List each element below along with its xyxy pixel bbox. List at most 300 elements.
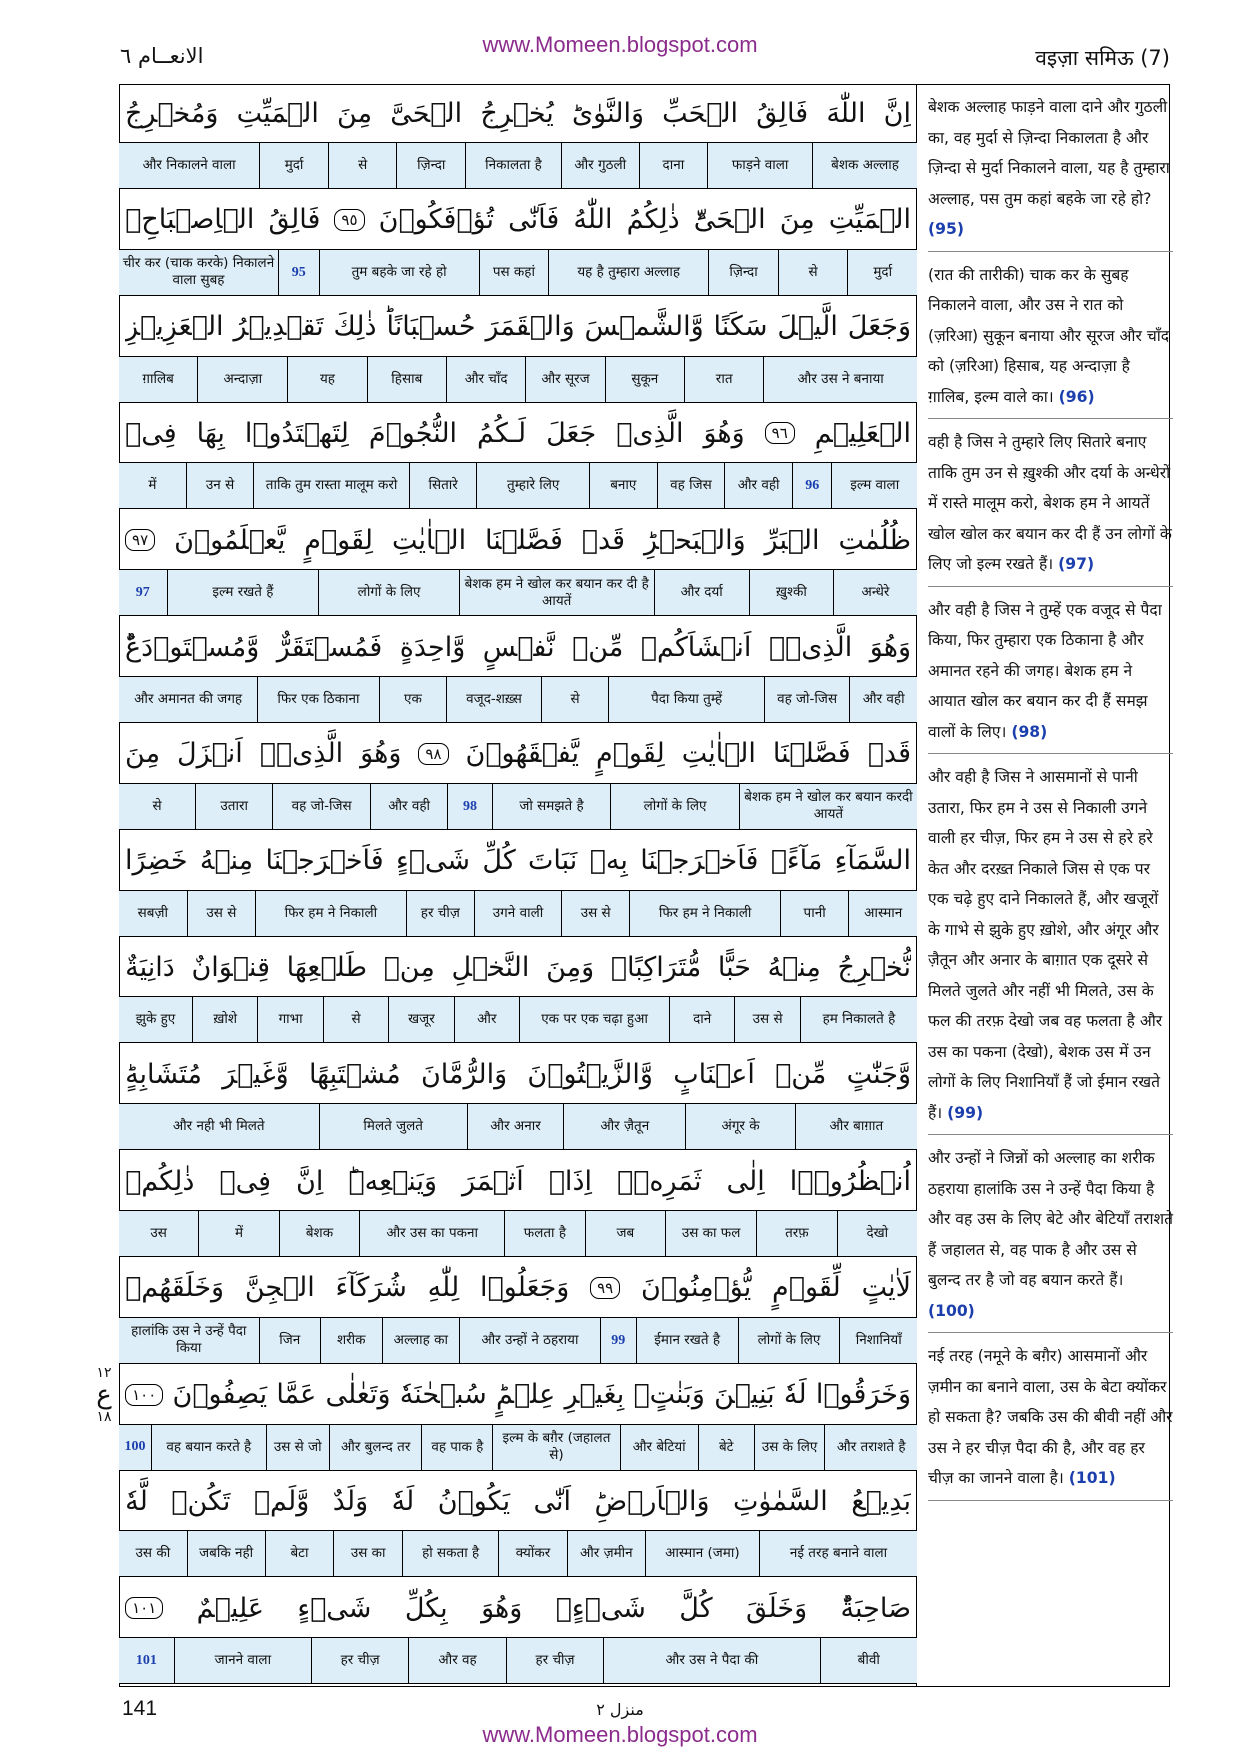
arabic-line xyxy=(125,1045,911,1103)
meaning-cell: और वही xyxy=(724,463,792,508)
translation-verse-number: (98) xyxy=(1011,722,1048,741)
arabic-word: وَبَنٰتٍۢ xyxy=(633,1379,705,1411)
arabic-word: يَّفۡقَهُوۡنَ xyxy=(465,738,579,770)
arabic-word: السَّمَآءِ xyxy=(834,845,911,877)
arabic-word: لِلّٰهِ xyxy=(427,1272,460,1304)
meaning-cell: वजूद-शख़्स xyxy=(446,677,541,722)
arabic-word: عَلِيۡمٌ xyxy=(196,1592,265,1624)
arabic-word: فَالِقُ xyxy=(756,97,809,129)
arabic-word: فِىۡ xyxy=(125,417,177,449)
arabic-line xyxy=(125,511,911,569)
arabic-line xyxy=(125,725,911,783)
meaning-cell: क्योंकर xyxy=(498,1531,567,1576)
meaning-cell: आस्मान (जमा) xyxy=(645,1531,759,1576)
meaning-cell: पस कहां xyxy=(479,250,549,295)
arabic-word: يَكُوۡنُ xyxy=(437,1485,511,1517)
arabic-word: اللّٰهَ xyxy=(826,97,866,129)
meaning-cell: और बुलन्द तर xyxy=(329,1425,422,1470)
meaning-cell: से xyxy=(778,250,848,295)
meaning-cell: से xyxy=(152,797,162,814)
meaning-cell: उस की xyxy=(135,1545,171,1562)
meaning-cell: गाभा xyxy=(257,997,322,1042)
meaning-cell: उस का फल xyxy=(665,1211,756,1256)
arabic-word: الۡعَزِيۡزِ xyxy=(125,311,224,343)
arabic-word: النُّجُوۡمَ xyxy=(368,417,458,449)
meaning-cell: बनाए xyxy=(589,463,657,508)
arabic-word: لَّهٗ xyxy=(125,1485,148,1517)
arabic-word: الۡمَيِّتِ xyxy=(828,204,911,236)
meaning-cell: हिसाब xyxy=(367,357,446,402)
meaning-cell: और xyxy=(454,997,519,1042)
meaning-cell: अंगूर के xyxy=(685,1104,794,1149)
ruku-sign: ع xyxy=(96,1380,112,1410)
meaning-cell: फलता है xyxy=(504,1211,584,1256)
arabic-word: فَاَنّٰى xyxy=(508,204,560,236)
arabic-word: جَعَلَ xyxy=(546,417,597,449)
verse-block xyxy=(119,1259,917,1366)
verse-block xyxy=(119,1152,917,1259)
juz-name: वइज़ा समिऊ (7) xyxy=(1035,46,1170,70)
arabic-word: فَالِقُ xyxy=(268,204,321,236)
arabic-word: وَالرُّمَّانَ xyxy=(420,1058,508,1090)
verse-number-cell: 96 xyxy=(792,463,831,508)
arabic-word: تَقۡدِيۡرُ xyxy=(233,311,324,343)
arabic-word: فَاَخۡرَجۡنَا xyxy=(640,845,759,877)
arabic-word: يَصِفُوۡنَ xyxy=(172,1379,268,1411)
meaning-cell: और सूरज xyxy=(525,357,604,402)
meaning-cell: जब xyxy=(585,1211,665,1256)
arabic-word: يَّعۡلَمُوۡنَ xyxy=(174,524,286,556)
arabic-line xyxy=(125,404,911,462)
arabic-word: الَّذِىۡۤ xyxy=(768,631,853,663)
translation-verse-number: (95) xyxy=(928,220,964,238)
meaning-cell: ज़िन्दा xyxy=(396,143,465,188)
arabic-word: وَهُوَ xyxy=(360,738,402,770)
meaning-cell: और गुठली xyxy=(561,143,639,188)
translation-verse-number: (101) xyxy=(1068,1469,1116,1487)
arabic-word: ثَمَرِهٖۤ xyxy=(616,1165,702,1197)
meaning-cell: और वह xyxy=(408,1638,505,1683)
meaning-cell: बेटा xyxy=(265,1531,334,1576)
meaning-cell: वह जो-जिस xyxy=(764,677,850,722)
meaning-cell: उस से जो xyxy=(266,1425,329,1470)
meaning-cell: झुके हुए xyxy=(135,1011,176,1028)
meaning-row xyxy=(119,676,917,723)
arabic-word: بِهٖ xyxy=(589,845,628,877)
meaning-cell: एक पर एक चढ़ा हुआ xyxy=(519,997,669,1042)
meaning-cell: उस के लिए xyxy=(754,1425,825,1470)
arabic-word: الۡعَلِيۡمِ xyxy=(814,417,911,449)
meaning-cell: हो सकता है xyxy=(402,1531,498,1576)
arabic-word: الۡاِصۡبَاحِۚ xyxy=(125,204,255,236)
meaning-cell: हम निकालते है xyxy=(800,997,917,1042)
translation-paragraph xyxy=(928,595,1173,755)
meaning-row xyxy=(119,462,917,509)
arabic-word: وَالنَّوٰىؕ xyxy=(571,97,644,129)
arabic-word: وَلَدٌ xyxy=(332,1485,369,1517)
arabic-word: مِّنۡ xyxy=(572,631,624,663)
arabic-line xyxy=(125,191,911,249)
meaning-cell: और उन्हों ने ठहराया xyxy=(459,1318,600,1363)
arabic-word: الۡاٰيٰتِ xyxy=(391,524,467,556)
meaning-cell: हालांकि उस ने उन्हें पैदा किया xyxy=(131,1323,247,1357)
meaning-cell: ज़िन्दा xyxy=(708,250,778,295)
arabic-word: قَدۡ xyxy=(867,738,911,770)
arabic-word: وَّمُسۡتَوۡدَعٌؕ xyxy=(125,631,260,663)
arabic-word: لَاٰيٰتٍ xyxy=(861,1272,911,1304)
arabic-word: مِنَ xyxy=(125,738,161,770)
meaning-cell: और ज़मीन xyxy=(567,1531,645,1576)
meaning-cell: और दर्या xyxy=(654,570,749,615)
arabic-word: نُّخۡرِجُ xyxy=(837,951,911,983)
verse-block xyxy=(119,1579,917,1686)
ruku-number-top: ١٢ xyxy=(96,1365,112,1381)
meaning-cell: ख़ुश्की xyxy=(749,570,833,615)
meaning-row xyxy=(119,569,917,616)
meaning-cell: सितारे xyxy=(409,463,477,508)
meaning-cell: दाने xyxy=(669,997,734,1042)
ayah-number-marker: ١٠١ xyxy=(125,1597,163,1619)
meaning-cell: दाना xyxy=(639,143,708,188)
meaning-row xyxy=(119,1103,917,1150)
ayah-number-marker: ٩٨ xyxy=(418,743,448,765)
meaning-cell: में xyxy=(198,1211,278,1256)
arabic-word: وَخَلَقَ xyxy=(745,1592,808,1624)
meaning-row xyxy=(119,996,917,1043)
meaning-row xyxy=(119,890,917,937)
arabic-word: اِلٰى xyxy=(726,1165,765,1197)
meaning-cell: खजूर xyxy=(388,997,453,1042)
arabic-word: وَتَعٰلٰى xyxy=(325,1379,391,1411)
arabic-word: مِّنۡ xyxy=(775,1058,827,1090)
meaning-cell: इल्म वाला xyxy=(831,463,917,508)
verse-block xyxy=(119,725,917,832)
meaning-cell: ग़ालिब xyxy=(142,370,174,387)
meaning-cell: रात xyxy=(684,357,763,402)
arabic-word: اِنَّ xyxy=(296,1165,324,1197)
meaning-cell: उस का xyxy=(333,1531,402,1576)
meaning-cell: बेशक अल्लाह xyxy=(812,143,917,188)
arabic-word: مِنَ xyxy=(779,204,815,236)
arabic-word: النَّخۡلِ xyxy=(451,951,530,983)
meaning-cell: और उस ने पैदा की xyxy=(603,1638,819,1683)
arabic-word: الۡحَىِّؕ xyxy=(693,204,766,236)
meaning-cell: इल्म के बग़ैर (जहालत से) xyxy=(492,1425,620,1470)
meaning-row xyxy=(119,1317,917,1364)
arabic-word: سُبۡحٰنَهٗ xyxy=(399,1379,487,1411)
translation-text: और वही है जिस ने आसमानों से पानी उतारा, फिर हम ने उस से निकाली उगने वाली हर चीज़, फिर हम ने उस से हरे हरे केत और दरख़्त निकाले जिस से एक पर एक चढ़े हुए दाने निकालते हैं, और खजूरों के गाभे से झुके हुए ख़ोशे, और अंगूर और ज़ैतून और अनार के बाग़ात एक दूसरे से मिलते जुलते और नहीं भी मिलते, उस के फल की तरफ़ देखो जब वह फलता है और उस का पकना (देखो), बेशक उस में उन लोगों के लिए निशानियाँ हैं जो ईमान रखते हैं। xyxy=(928,768,1163,1122)
arabic-word: حَبًّا xyxy=(717,951,751,983)
site-url-top: www.Momeen.blogspot.com xyxy=(482,32,758,57)
arabic-word: وَالۡاَرۡضِؕ xyxy=(594,1485,710,1517)
meaning-row xyxy=(119,249,917,296)
translation-verse-number: (96) xyxy=(1058,387,1095,406)
meaning-cell: निशानियाँ xyxy=(839,1318,917,1363)
meaning-cell: उन से xyxy=(186,463,254,508)
arabic-word: الَّيۡلَ xyxy=(777,311,838,343)
translation-paragraph xyxy=(928,427,1173,587)
meaning-cell: मुर्दा xyxy=(847,250,917,295)
verse-block xyxy=(119,618,917,725)
ayah-number-marker: ٩٩ xyxy=(590,1277,620,1299)
arabic-word: الَّذِىۡ xyxy=(616,417,684,449)
arabic-line xyxy=(125,1152,911,1210)
meaning-cell: तुम बहके जा रहे हो xyxy=(319,250,479,295)
arabic-word: فَاَخۡرَجۡنَا xyxy=(265,845,384,877)
meaning-cell: जबकि नही xyxy=(187,1531,265,1576)
arabic-word: شَىۡءٍ xyxy=(297,1592,372,1624)
ayah-number-marker: ٩٧ xyxy=(125,529,155,551)
verse-number-cell: 95 xyxy=(278,250,319,295)
arabic-word: وَالۡقَمَرَ xyxy=(485,311,575,343)
arabic-word: فَصَّلۡنَا xyxy=(772,738,851,770)
arabic-word: الۡجِنَّ xyxy=(244,1272,315,1304)
arabic-word: اِنَّ xyxy=(883,97,911,129)
arabic-word: وَخَرَقُوۡا xyxy=(815,1379,911,1411)
meaning-cell: और चाँद xyxy=(446,357,525,402)
arabic-word: نَّفۡسٍ xyxy=(482,631,555,663)
meaning-cell: मिलते जुलते xyxy=(319,1104,467,1149)
meaning-cell: और उस ने बनाया xyxy=(763,357,917,402)
arabic-word: ظُلُمٰتِ xyxy=(838,524,911,556)
arabic-word: قِنۡوَانٌ xyxy=(191,951,270,983)
arabic-word: فَمُسۡتَقَرٌّ xyxy=(276,631,383,663)
arabic-word: بِهَا xyxy=(196,417,225,449)
arabic-word: كُلِّ xyxy=(482,845,516,877)
arabic-word: وَهُوَ xyxy=(869,631,911,663)
arabic-word: اَثۡمَرَ xyxy=(462,1165,524,1197)
verse-block xyxy=(119,938,917,1045)
arabic-word: وَّغَيۡرَ xyxy=(222,1058,289,1090)
meaning-cell: फाड़ने वाला xyxy=(707,143,812,188)
meaning-row xyxy=(119,142,917,189)
arabic-word: وَجَعَلُوۡا xyxy=(479,1272,570,1304)
arabic-word: وَهُوَ xyxy=(481,1592,523,1624)
meaning-cell: उगने वाली xyxy=(474,891,561,936)
meaning-cell: बेशक हम ने खोल कर बयान करदी आयतें xyxy=(739,784,917,829)
meaning-cell: वह जिस xyxy=(657,463,725,508)
arabic-word: مِنۡهُ xyxy=(767,951,821,983)
arabic-word: مِنۡهُ xyxy=(199,845,254,877)
meaning-cell: उस से xyxy=(561,891,630,936)
meaning-cell: लोगों के लिए xyxy=(318,570,459,615)
translation-paragraph xyxy=(928,1143,1173,1333)
arabic-word: وَيَنۡعِهٖؕ xyxy=(348,1165,437,1197)
meaning-cell: अल्लाह का xyxy=(382,1318,460,1363)
arabic-word: لِقَوۡمٍ xyxy=(595,738,665,770)
verse-number-cell: 101 xyxy=(135,1652,157,1668)
arabic-word: وَخَلَقَهُمۡ xyxy=(125,1272,225,1304)
arabic-word: فِىۡ xyxy=(219,1165,272,1197)
arabic-word: صَاحِبَةٌؕ xyxy=(840,1592,911,1624)
arabic-word: اللّٰهُ xyxy=(573,204,613,236)
translation-paragraph xyxy=(928,1341,1173,1501)
meaning-cell: जो समझते है xyxy=(492,784,610,829)
meaning-cell: लोगों के लिए xyxy=(738,1318,840,1363)
meaning-cell: तुम्हारे लिए xyxy=(476,463,588,508)
meaning-cell: और तराशते है xyxy=(824,1425,917,1470)
verse-block xyxy=(119,191,917,298)
meaning-cell: और अमानत की जगह xyxy=(134,691,243,708)
arabic-word: وَّالشَّمۡسَ xyxy=(584,311,704,343)
arabic-word: نَبَاتَ xyxy=(528,845,578,877)
meaning-cell: हर चीज़ xyxy=(311,1638,408,1683)
meaning-cell: जिन xyxy=(259,1318,320,1363)
arabic-word: طَلۡعِهَا xyxy=(286,951,367,983)
arabic-word: مُتَشَابِهٍؕ xyxy=(125,1058,202,1090)
arabic-word: لَهٗ xyxy=(783,1379,807,1411)
arabic-line xyxy=(125,1366,911,1424)
word-by-word-table xyxy=(119,84,917,1687)
arabic-word: الۡبَرِّ xyxy=(764,524,820,556)
verse-block xyxy=(119,84,917,191)
arabic-word: اَنۡشَاَكُمۡ xyxy=(640,631,752,663)
arabic-word: اَنّٰى xyxy=(533,1485,572,1517)
meaning-cell: बेशक xyxy=(279,1211,359,1256)
ruku-number-bottom: ١٨ xyxy=(96,1409,112,1425)
verse-number-cell: 99 xyxy=(600,1318,636,1363)
arabic-line xyxy=(125,1472,911,1530)
verse-block xyxy=(119,511,917,618)
arabic-word: لِقَوۡمٍ xyxy=(304,524,374,556)
meaning-cell: सबज़ी xyxy=(137,904,168,921)
meaning-cell: लोगों के लिए xyxy=(610,784,739,829)
meaning-cell: उतारा xyxy=(195,784,272,829)
meaning-cell: हर चीज़ xyxy=(506,1638,603,1683)
meaning-cell: देखो xyxy=(837,1211,917,1256)
meaning-cell: से xyxy=(541,677,609,722)
meaning-cell: जानने वाला xyxy=(174,1638,311,1683)
meaning-cell: निकालता है xyxy=(465,143,561,188)
site-url-bottom: www.Momeen.blogspot.com xyxy=(482,1722,758,1747)
meaning-cell: एक xyxy=(379,677,447,722)
translation-paragraph xyxy=(928,92,1173,252)
arabic-line xyxy=(125,618,911,676)
meaning-row xyxy=(119,1424,917,1471)
arabic-word: حُسۡبَانًاؕ xyxy=(386,311,476,343)
arabic-word: لَهٗ xyxy=(391,1485,415,1517)
arabic-word: وَجَعَلَ xyxy=(847,311,911,343)
meaning-cell: अन्धेरे xyxy=(833,570,917,615)
meaning-cell: बेशक हम ने खोल कर बयान कर दी है आयतें xyxy=(459,570,654,615)
verse-number-cell: 100 xyxy=(124,1439,146,1455)
translation-text: और वही है जिस ने तुम्हें एक वजूद से पैदा किया, फिर तुम्हारा एक ठिकाना है और अमानत रहने की जगह। बेशक हम ने आयात खोल कर बयान कर दी हैं समझ वालों के लिए। xyxy=(928,600,1162,741)
meaning-cell: से xyxy=(328,143,397,188)
manzil-label: منزل ٢ xyxy=(596,1700,644,1719)
meaning-cell: और उस का पकना xyxy=(359,1211,504,1256)
meaning-cell: फिर हम ने निकाली xyxy=(629,891,779,936)
meaning-cell: उस से xyxy=(187,891,256,936)
meaning-cell: इल्म रखते हैं xyxy=(167,570,319,615)
arabic-word: لِتَهۡتَدُوۡا xyxy=(244,417,349,449)
verse-block xyxy=(119,1472,917,1579)
arabic-word: لَـكُمُ xyxy=(477,417,527,449)
translation-text: बेशक अल्लाह फाड़ने वाला दाने और गुठली का, वह मुर्दा से ज़िन्दा निकालता है और ज़िन्दा से मुर्दा निकालने वाला, यह है तुम्हारा अल्लाह, पस तुम कहां बहके जा रहे हो? xyxy=(928,98,1170,208)
translation-text: वही है जिस ने तुम्हारे लिए सितारे बनाए ताकि तुम उन से ख़ुश्की और दर्या के अन्धेरों में रास्ते मालूम करो, बेशक हम ने आयतें खोल खोल कर बयान कर दी हैं उन लोगों के लिए जो इल्म रखते हैं। xyxy=(928,433,1172,573)
meaning-cell: सुकून xyxy=(605,357,684,402)
verse-block xyxy=(119,404,917,511)
meaning-cell: और निकालने वाला xyxy=(142,157,236,174)
arabic-word: تُؤۡفَكُوۡنَ xyxy=(378,204,495,236)
arabic-word: مُشۡتَبِهًا xyxy=(308,1058,401,1090)
verse-block xyxy=(119,1366,917,1473)
verse-block xyxy=(119,832,917,939)
arabic-word: مُّتَرَاكِبًاۚ xyxy=(610,951,702,983)
meaning-cell: ईमान रखते है xyxy=(636,1318,738,1363)
arabic-word: يُّؤۡمِنُوۡنَ xyxy=(641,1272,752,1304)
meaning-cell: पानी xyxy=(780,891,849,936)
arabic-word: ذٰلِكُمُ xyxy=(626,204,680,236)
arabic-line xyxy=(125,298,911,356)
arabic-word: مِنۡ xyxy=(383,951,435,983)
meaning-cell: फिर एक ठिकाना xyxy=(257,677,378,722)
arabic-word: بِغَيۡرِ xyxy=(564,1379,625,1411)
arabic-word: اِذَاۤ xyxy=(548,1165,592,1197)
ayah-number-marker: ٩٥ xyxy=(334,209,364,231)
arabic-line xyxy=(125,1579,911,1637)
meaning-cell: नई तरह बनाने वाला xyxy=(759,1531,917,1576)
translation-text: नई तरह (नमूने के बग़ैर) आसमानों और ज़मीन का बनाने वाला, उस के बेटा क्योंकर हो सकता है? जबकि उस की बीवी नहीं और उस ने हर चीज़ पैदा की है, और वह हर चीज़ का जानने वाला है। xyxy=(928,1347,1173,1487)
verse-block xyxy=(119,298,917,405)
arabic-word: وَّاحِدَةٍ xyxy=(399,631,466,663)
meaning-row xyxy=(119,1210,917,1257)
meaning-cell: और ज़ैतून xyxy=(563,1104,685,1149)
meaning-cell: बीवी xyxy=(820,1638,917,1683)
arabic-word: بَنِيۡنَ xyxy=(714,1379,775,1411)
meaning-cell: ख़ोशे xyxy=(192,997,257,1042)
arabic-word: وَّلَمۡ xyxy=(253,1485,310,1517)
arabic-word: وَمُخۡرِجُ xyxy=(125,97,219,129)
page-number: 141 xyxy=(122,1697,158,1720)
meaning-cell: और नही भी मिलते xyxy=(172,1118,265,1135)
translation-text: और उन्हों ने जिन्नों को अल्लाह का शरीक ठहराया हालांकि उस ने उन्हें पैदा किया है और वह उस के लिए बेटे और बेटियाँ तराशते हैं जहालत से, वह पाक है और उस से बुलन्द तर है जो वह बयान करते हैं। xyxy=(928,1149,1174,1289)
arabic-line xyxy=(125,938,911,996)
translation-column xyxy=(928,92,1173,1509)
translation-verse-number: (97) xyxy=(1058,555,1095,573)
arabic-word: الۡمَيِّتِ xyxy=(236,97,319,129)
meaning-cell: और वही xyxy=(370,784,447,829)
arabic-word: سَكَنًا xyxy=(713,311,768,343)
meaning-cell: अन्दाज़ा xyxy=(197,357,287,402)
arabic-word: شَىۡءٍۚ xyxy=(555,1592,646,1624)
arabic-word: الۡاٰيٰتِ xyxy=(681,738,756,770)
meaning-cell: और वही xyxy=(849,677,917,722)
arabic-line xyxy=(125,1259,911,1317)
ayah-number-marker: ١٠٠ xyxy=(125,1384,163,1406)
meaning-cell: तरफ़ xyxy=(756,1211,836,1256)
meaning-cell: उस से xyxy=(734,997,799,1042)
translation-text: (रात की तारीकी) चाक कर के सुबह निकालने वाला, और उस ने रात को (ज़रिआ) सुकून बनाया और सूरज और चाँद को (ज़रिआ) हिसाब, यह अन्दाज़ा है ग़ालिब, इल्म वाले का। xyxy=(928,265,1170,406)
translation-verse-number: (99) xyxy=(947,1103,984,1122)
arabic-word: كُلَّ xyxy=(679,1592,713,1624)
arabic-word: اَنۡزَلَ xyxy=(177,738,243,770)
arabic-line xyxy=(125,832,911,890)
meaning-cell: से xyxy=(323,997,388,1042)
arabic-word: اَعۡنَابٍ xyxy=(673,1058,755,1090)
meaning-cell: पैदा किया तुम्हें xyxy=(608,677,763,722)
meaning-cell: में xyxy=(148,477,157,494)
meaning-cell: शरीक xyxy=(320,1318,381,1363)
arabic-word: وَّجَنّٰتٍ xyxy=(846,1058,911,1090)
arabic-word: وَالۡبَحۡرِؕ xyxy=(643,524,746,556)
translation-paragraph xyxy=(928,260,1173,420)
ayah-number-marker: ٩٦ xyxy=(765,422,795,444)
arabic-word: مِنَ xyxy=(337,97,373,129)
arabic-word: وَّالزَّيۡتُوۡنَ xyxy=(527,1058,653,1090)
meaning-row xyxy=(119,783,917,830)
meaning-row xyxy=(119,1637,917,1684)
arabic-word: وَهُوَ xyxy=(703,417,745,449)
